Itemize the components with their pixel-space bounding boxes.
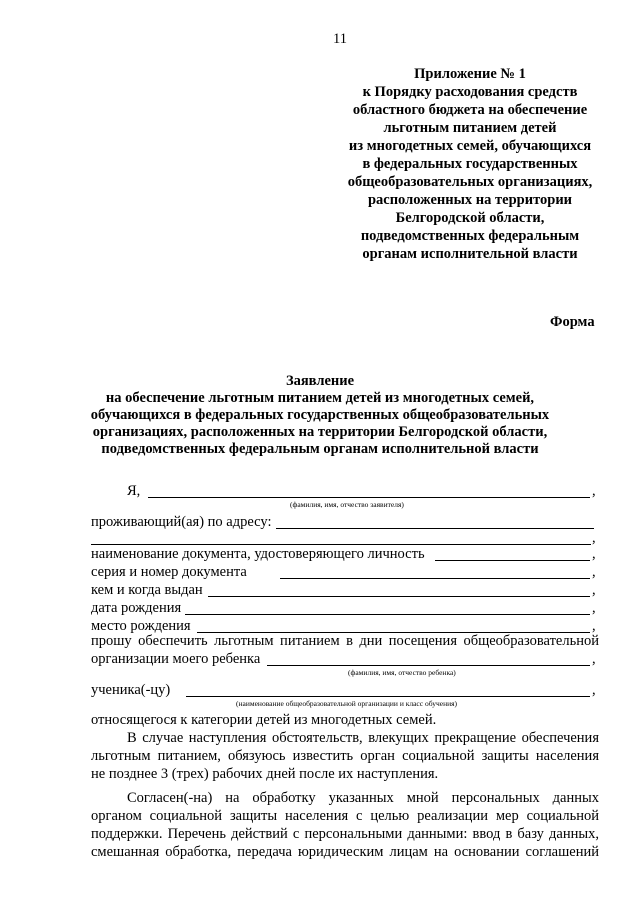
subtitle-line: обучающихся в федеральных государственных общеобразовательных [90, 407, 550, 423]
appendix-line: льготным питанием детей [383, 120, 557, 136]
subtitle-line: на обеспечение льготным питанием детей из многодетных семей, [105, 390, 535, 406]
request-line-child: организации моего ребенка [91, 651, 261, 667]
child-caption: (фамилия, имя, отчество ребенка) [348, 668, 456, 677]
comma: , [592, 600, 596, 616]
comma: , [592, 618, 596, 634]
appendix-line: органам исполнительной власти [362, 246, 578, 262]
paragraph-line: В случае наступления обстоятельств, влекущих прекращение обеспечения [127, 730, 599, 746]
address-label: проживающий(ая) по адресу: [91, 514, 272, 530]
birth-date-label: дата рождения [91, 600, 182, 616]
address-line-1[interactable] [276, 528, 594, 529]
birth-date-line[interactable] [185, 614, 590, 615]
comma: , [592, 564, 596, 580]
series-line[interactable] [280, 578, 590, 579]
paragraph-line: поддержки. Перечень действий с персональными данными: ввод в базу данных, [91, 826, 599, 842]
applicant-caption: (фамилия, имя, отчество заявителя) [290, 500, 404, 509]
comma: , [592, 483, 596, 499]
page-number: 11 [333, 31, 347, 47]
appendix-line: расположенных на территории [367, 192, 573, 208]
paragraph-line: органом социальной защиты населения с целью реализации мер социальной [91, 808, 599, 824]
request-line: прошу обеспечить льготным питанием в дни посещения общеобразовательной [91, 633, 599, 649]
comma: , [592, 582, 596, 598]
document-title: Заявление [285, 373, 355, 389]
birth-place-label: место рождения [91, 618, 191, 634]
appendix-line: Приложение № 1 [414, 66, 526, 82]
appendix-line: Белгородской области, [395, 210, 545, 226]
pupil-label: ученика(-цу) [91, 682, 171, 698]
id-document-line[interactable] [435, 560, 590, 561]
pupil-school-line[interactable] [186, 696, 590, 697]
paragraph-line: льготным питанием, обязуюсь известить орган социальной защиты населения [91, 748, 599, 764]
child-name-line[interactable] [267, 665, 590, 666]
id-document-label: наименование документа, удостоверяющего личность [91, 546, 425, 562]
applicant-name-line[interactable] [148, 497, 590, 498]
applicant-label: Я, [127, 483, 141, 499]
comma: , [592, 546, 596, 562]
appendix-line: из многодетных семей, обучающихся [348, 138, 592, 154]
comma: , [592, 651, 596, 667]
comma: , [592, 682, 596, 698]
category-line: относящегося к категории детей из многодетных семей. [91, 712, 437, 728]
appendix-line: к Порядку расходования средств [362, 84, 578, 100]
appendix-line: общеобразовательных организациях, [347, 174, 593, 190]
paragraph-line: смешанная обработка, передача юридическим лицам на основании соглашений [91, 844, 599, 860]
form-label: Форма [550, 314, 595, 330]
subtitle-line: организациях, расположенных на территории Белгородской области, [92, 424, 548, 440]
school-caption: (наименование общеобразовательной организации и класс обучения) [236, 699, 458, 708]
appendix-line: в федеральных государственных [362, 156, 578, 172]
comma: , [592, 530, 596, 546]
paragraph-line: Согласен(-на) на обработку указанных мной персональных данных [127, 790, 599, 806]
appendix-line: областного бюджета на обеспечение [352, 102, 588, 118]
paragraph-line: не позднее 3 (трех) рабочих дней после их наступления. [91, 766, 439, 782]
address-line-2[interactable] [91, 544, 591, 545]
issued-label: кем и когда выдан [91, 582, 203, 598]
subtitle-line: подведомственных федеральным органам исполнительной власти [101, 441, 539, 457]
issued-line[interactable] [208, 596, 590, 597]
appendix-line: подведомственных федеральным [360, 228, 580, 244]
series-label: серия и номер документа [91, 564, 247, 580]
